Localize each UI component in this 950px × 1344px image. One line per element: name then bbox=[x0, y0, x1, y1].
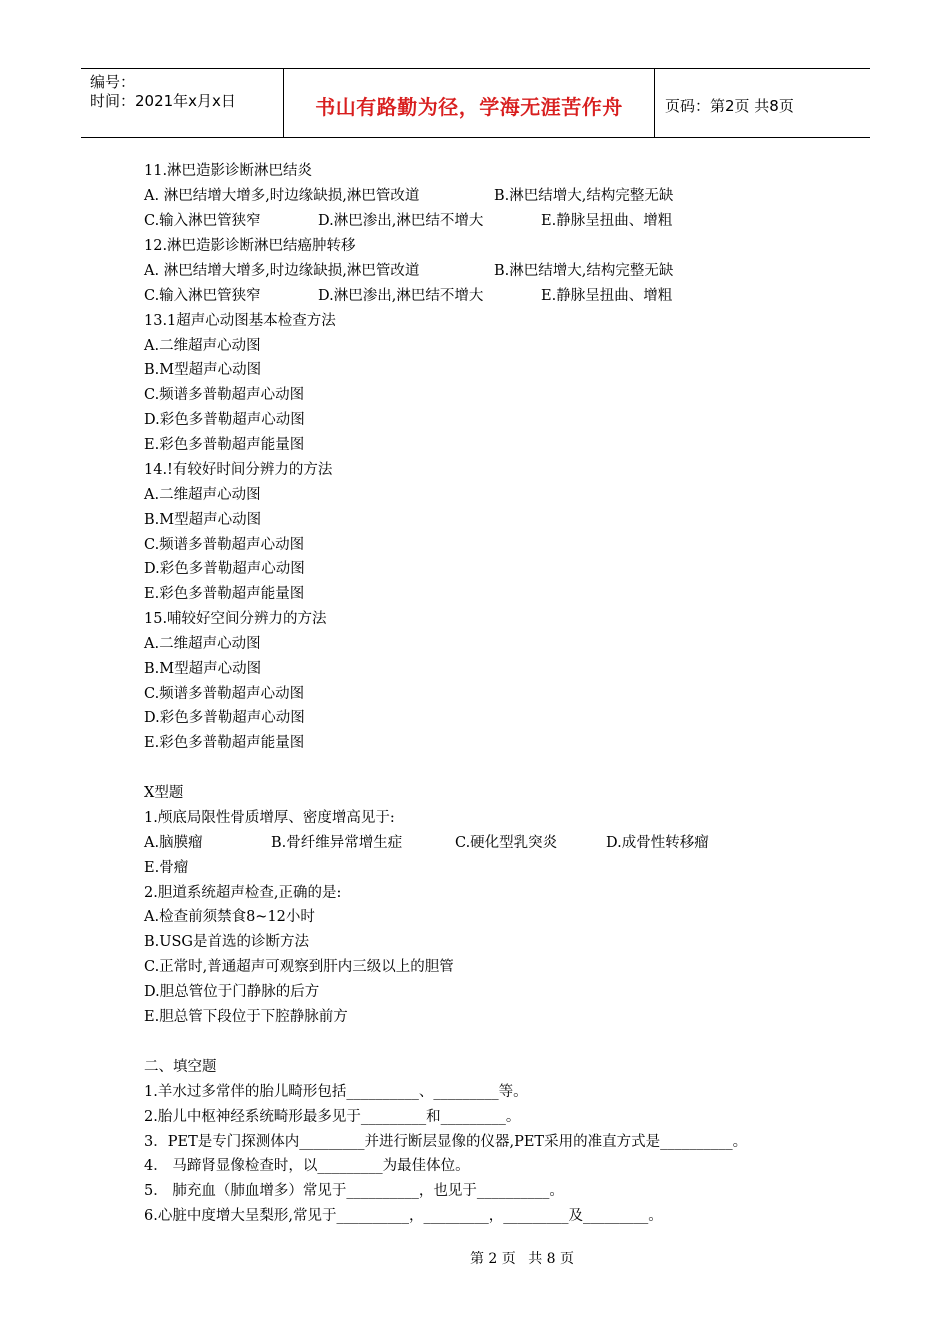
option-b: B.M型超声心动图 bbox=[144, 661, 262, 677]
option-d: D.成骨性转移瘤 bbox=[606, 835, 709, 851]
question-stem: 2.胆道系统超声检查,正确的是: bbox=[144, 885, 342, 901]
footer-page-total: 共 8 页 bbox=[528, 1251, 575, 1267]
footer-page-number: 第 2 页 bbox=[469, 1251, 516, 1267]
question-stem: 1.颅底局限性骨质增厚、密度增高见于: bbox=[144, 810, 395, 826]
option-e: E.彩色多普勒超声能量图 bbox=[144, 437, 305, 453]
option-d: D.彩色多普勒超声心动图 bbox=[144, 412, 305, 428]
section-title-fill: 二、填空题 bbox=[144, 1059, 217, 1075]
option-a: A.脑膜瘤 bbox=[144, 835, 203, 851]
option-a: A.二维超声心动图 bbox=[144, 338, 261, 354]
document-number-label: 编号： bbox=[90, 73, 136, 91]
fill-item: 3．PET是专门探测体内_________并进行断层显像的仪器,PET采用的准直方式是__________。 bbox=[144, 1134, 748, 1150]
document-date-label: 时间：2021年x月x日 bbox=[90, 92, 236, 110]
option-a: A.二维超声心动图 bbox=[144, 487, 261, 503]
question-stem: 12.淋巴造影诊断淋巴结癌肿转移 bbox=[144, 238, 356, 254]
option-b: B.淋巴结增大,结构完整无缺 bbox=[494, 188, 674, 204]
question-stem: 13.1超声心动图基本检查方法 bbox=[144, 313, 336, 329]
option-b: B.淋巴结增大,结构完整无缺 bbox=[494, 263, 674, 279]
option-e: E.胆总管下段位于下腔静脉前方 bbox=[144, 1009, 348, 1025]
option-b: B.骨纤维异常增生症 bbox=[271, 835, 403, 851]
option-a: A. 淋巴结增大增多,时边缘缺损,淋巴管改道 bbox=[144, 263, 420, 279]
option-e: E.静脉呈扭曲、增粗 bbox=[541, 288, 673, 304]
option-c: C.频谱多普勒超声心动图 bbox=[144, 686, 305, 702]
fill-item: 1.羊水过多常伴的胎儿畸形包括__________、_________等。 bbox=[144, 1084, 528, 1100]
option-a: A.检查前须禁食8~12小时 bbox=[144, 909, 315, 925]
question-stem: 15.哺较好空间分辨力的方法 bbox=[144, 611, 327, 627]
option-c: C.频谱多普勒超声心动图 bbox=[144, 387, 305, 403]
option-b: B.M型超声心动图 bbox=[144, 362, 262, 378]
fill-item: 2.胎儿中枢神经系统畸形最多见于_________和_________。 bbox=[144, 1109, 521, 1125]
section-title-x: X型题 bbox=[144, 785, 184, 801]
option-c: C.正常时,普通超声可观察到肝内三级以上的胆管 bbox=[144, 959, 454, 975]
option-a: A. 淋巴结增大增多,时边缘缺损,淋巴管改道 bbox=[144, 188, 420, 204]
option-c: C.频谱多普勒超声心动图 bbox=[144, 537, 305, 553]
fill-item: 5． 肺充血（肺血增多）常见于__________，也见于__________。 bbox=[144, 1183, 564, 1199]
option-c: C.输入淋巴管狭窄 bbox=[144, 213, 261, 229]
fill-item: 4． 马蹄肾显像检查时，以_________为最佳体位。 bbox=[144, 1158, 470, 1174]
header-motto: 书山有路勤为径，学海无涯苦作舟 bbox=[315, 95, 623, 119]
option-a: A.二维超声心动图 bbox=[144, 636, 261, 652]
page-footer bbox=[0, 1248, 950, 1268]
option-d: D.彩色多普勒超声心动图 bbox=[144, 561, 305, 577]
question-stem: 11.淋巴造影诊断淋巴结炎 bbox=[144, 163, 313, 179]
option-b: B.USG是首选的诊断方法 bbox=[144, 934, 310, 950]
option-c: C.硬化型乳突炎 bbox=[455, 835, 558, 851]
option-d: D.淋巴渗出,淋巴结不增大 bbox=[318, 288, 484, 304]
option-d: D.胆总管位于门静脉的后方 bbox=[144, 984, 320, 1000]
option-b: B.M型超声心动图 bbox=[144, 512, 262, 528]
question-stem: 14.!有较好时间分辨力的方法 bbox=[144, 462, 333, 478]
option-e: E.静脉呈扭曲、增粗 bbox=[541, 213, 673, 229]
option-e: E.彩色多普勒超声能量图 bbox=[144, 586, 305, 602]
fill-item: 6.心脏中度增大呈梨形,常见于__________，_________，_________及_________。 bbox=[144, 1208, 663, 1224]
option-e: E.骨瘤 bbox=[144, 860, 189, 876]
header-page-label: 页码：第2页 共8页 bbox=[665, 97, 794, 115]
option-d: D.彩色多普勒超声心动图 bbox=[144, 710, 305, 726]
option-c: C.输入淋巴管狭窄 bbox=[144, 288, 261, 304]
option-d: D.淋巴渗出,淋巴结不增大 bbox=[318, 213, 484, 229]
option-e: E.彩色多普勒超声能量图 bbox=[144, 735, 305, 751]
